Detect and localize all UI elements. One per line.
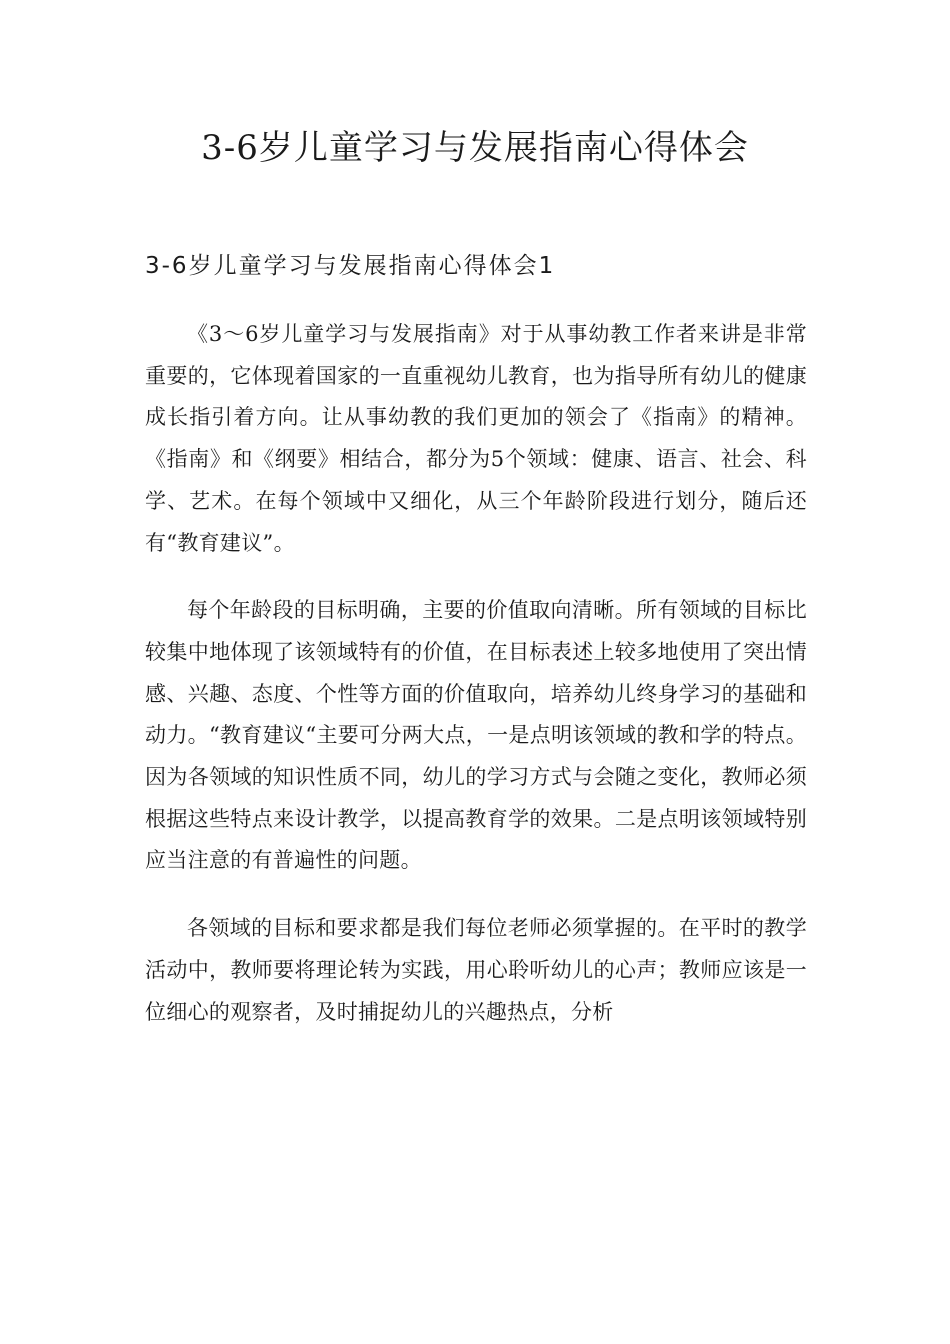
paragraph-2: 每个年龄段的目标明确，主要的价值取向清晰。所有领域的目标比较集中地体现了该领域特有的价值，在目标表述上较多地使用了突出情感、兴趣、态度、个性等方面的价值取向，培养幼儿终身学习的基础和动力。“教育建议“主要可分两大点，一是点明该领域的教和学的特点。因为各领域的知识性质不同，幼儿的学习方式与会随之变化，教师必须根据这些特点来设计教学，以提高教育学的效果。二是点明该领域特别应当注意的有普遍性的问题。 <box>145 598 807 873</box>
document-title: 3-6岁儿童学习与发展指南心得体会 <box>201 128 749 168</box>
paragraph-1: 《3～6岁儿童学习与发展指南》对于从事幼教工作者来讲是非常重要的，它体现着国家的一直重视幼儿教育，也为指导所有幼儿的健康成长指引着方向。让从事幼教的我们更加的领会了《指南》的精神。《指南》和《纲要》相结合，都分为5个领域：健康、语言、社会、科学、艺术。在每个领域中又细化，从三个年龄阶段进行划分，随后还有“教育建议”。 <box>145 322 807 555</box>
paragraph-3: 各领域的目标和要求都是我们每位老师必须掌握的。在平时的教学活动中，教师要将理论转为实践，用心聆听幼儿的心声；教师应该是一位细心的观察者，及时捕捉幼儿的兴趣热点，分析 <box>145 916 807 1024</box>
section-heading: 3-6岁儿童学习与发展指南心得体会1 <box>145 253 556 279</box>
document-body <box>145 314 807 1059</box>
